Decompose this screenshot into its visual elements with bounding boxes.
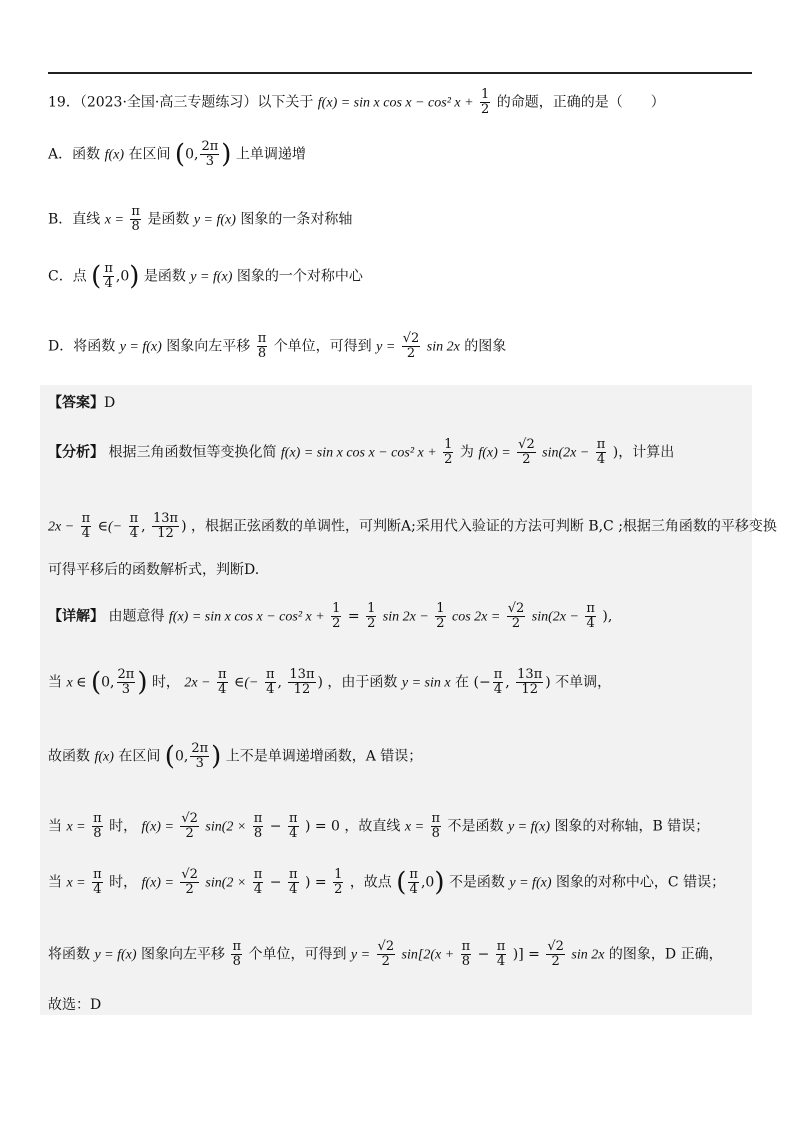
question-stem: 19．（2023·全国·高三专题练习）以下关于 f(x) = sin x cos x − cos² x + $\frac{1}{2}$ 的命题，正确的是（ ） [48, 87, 665, 117]
detail-line-5: 当 x = $\frac{\pi}{4}$ 时， f(x) = $\frac{√2}{2}$ sin(2 × $\frac{\pi}{4}$ − $\frac{\pi}{4}$ ) = $\frac{1}{2}$ ，故点 ( $\frac{\pi}{4}$ ,0) 不是函数 y = f(x) 图象的对称中心，C 错误； [48, 867, 726, 898]
option-b: B．直线 x = $\frac{\pi}{8}$ 是函数 y = f(x) 图象的一条对称轴 [48, 204, 353, 234]
analysis-line-3: 可得平移后的函数解析式，判断D. [48, 562, 260, 578]
analysis-line-2: 2x − $\frac{\pi}{4}$ ∈(− $\frac{\pi}{4}$ , $\frac{13\pi}{12}$ ) ，根据正弦函数的单调性，可判断A;采用代入验证的方法可判断 B,C ;根据三角函数的平移变换 [48, 511, 777, 541]
option-a: A．函数 f(x) 在区间 (0, $\frac{2\pi}{3}$ ) 上单调递增 [48, 139, 306, 170]
answer-panel [40, 385, 752, 1015]
analysis-line-1: 【分析】 根据三角函数恒等变换化简 f(x) = sin x cos x − cos² x + $\frac{1}{2}$ 为 f(x) = $\frac{√2}{2}$ sin(2x − $\frac{\pi}{4}$ )，计算出 [48, 437, 675, 467]
detail-line-3: 故函数 f(x) 在区间 (0, $\frac{2\pi}{3}$ ) 上不是单调递增函数，A 错误； [48, 741, 423, 772]
final-answer: 故选：D [48, 997, 102, 1013]
option-d: D．将函数 y = f(x) 图象向左平移 $\frac{\pi}{8}$ 个单位，可得到 y = $\frac{√2}{2}$ sin 2x 的图象 [48, 331, 507, 361]
detail-line-4: 当 x = $\frac{\pi}{8}$ 时， f(x) = $\frac{√2}{2}$ sin(2 × $\frac{\pi}{8}$ − $\frac{\pi}{4}$ ) = 0 ，故直线 x = $\frac{\pi}{8}$ 不是函数 y = f(x) 图象的对称轴，B 错误； [48, 811, 710, 841]
top-rule [48, 72, 752, 74]
detail-line-1: 【详解】 由题意得 f(x) = sin x cos x − cos² x + $\frac{1}{2}$ = $\frac{1}{2}$ sin 2x − $\frac{1}{2}$ cos 2x = $\frac{√2}{2}$ sin(2x − $\frac{\pi}{4}$ ), [48, 601, 613, 631]
answer-line: 【答案】D [48, 395, 116, 411]
option-c: C．点 ( $\frac{\pi}{4}$ ,0) 是函数 y = f(x) 图象的一个对称中心 [48, 261, 363, 292]
detail-line-2: 当 x ∈ (0, $\frac{2\pi}{3}$ ) 时， 2x − $\frac{\pi}{4}$ ∈(− $\frac{\pi}{4}$ , $\frac{13\pi}{12}$ ) ，由于函数 y = sin x 在 (− $\frac{\pi}{4}$ , $\frac{13\pi}{12}$ ) 不单调， [48, 667, 612, 698]
detail-line-6: 将函数 y = f(x) 图象向左平移 $\frac{\pi}{8}$ 个单位，可得到 y = $\frac{√2}{2}$ sin[2(x + $\frac{\pi}{8}$ − $\frac{\pi}{4}$ )] = $\frac{√2}{2}$ sin 2x 的图象，D 正确， [48, 939, 723, 969]
